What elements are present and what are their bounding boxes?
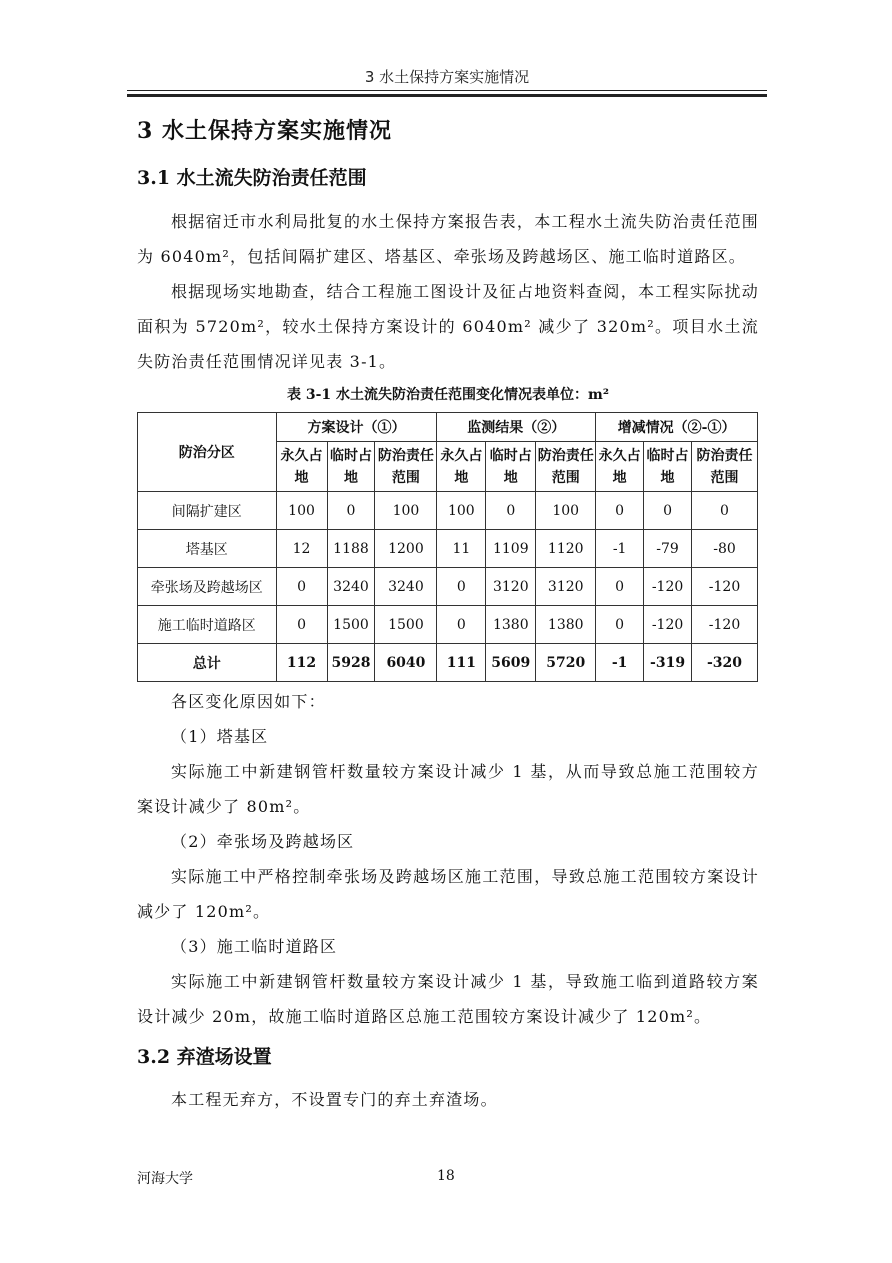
value-cell: -80 xyxy=(692,530,758,568)
value-cell: 1500 xyxy=(375,606,437,644)
value-cell: 1200 xyxy=(375,530,437,568)
value-cell: 0 xyxy=(437,606,486,644)
running-header: 3 水土保持方案实施情况 xyxy=(364,68,530,86)
total-cell: -1 xyxy=(596,644,644,682)
value-cell: 100 xyxy=(437,492,486,530)
value-cell: 3120 xyxy=(536,568,596,606)
item-text-tension-site: 实际施工中严格控制牵张场及跨越场区施工范围，导致总施工范围较方案设计减少了 120m²。 xyxy=(137,867,759,921)
total-cell: 5720 xyxy=(536,644,596,682)
value-cell: 12 xyxy=(276,530,327,568)
table-row xyxy=(138,568,758,606)
total-cell: 6040 xyxy=(375,644,437,682)
value-cell: 11 xyxy=(437,530,486,568)
header-group-monitoring: 监测结果（②） xyxy=(437,413,596,442)
subheader-permanent: 永久占地 xyxy=(276,442,327,492)
table-row xyxy=(138,606,758,644)
subheader-permanent: 永久占地 xyxy=(437,442,486,492)
header-group-design: 方案设计（①） xyxy=(276,413,437,442)
value-cell: 1380 xyxy=(536,606,596,644)
footer-school: 河海大学 xyxy=(137,1171,193,1187)
total-cell: -320 xyxy=(692,644,758,682)
paragraph-scope: 根据宿迁市水利局批复的水土保持方案报告表，本工程水土流失防治责任范围为 6040m²，包括间隔扩建区、塔基区、牵张场及跨越场区、施工临时道路区。 xyxy=(137,212,759,266)
value-cell: 0 xyxy=(327,492,375,530)
value-cell: 0 xyxy=(644,492,692,530)
table-caption: 表 3-1 水土流失防治责任范围变化情况表单位：m² xyxy=(287,387,609,403)
item-text-temp-road: 实际施工中新建钢管杆数量较方案设计减少 1 基，导致施工临到道路较方案设计减少 20m，故施工临时道路区总施工范围较方案设计减少了 120m²。 xyxy=(137,972,759,1026)
subsection-title-3-2: 3.2 弃渣场设置 xyxy=(137,1046,272,1068)
item-title-tower: （1）塔基区 xyxy=(171,727,269,746)
value-cell: -120 xyxy=(644,606,692,644)
value-cell: 0 xyxy=(692,492,758,530)
total-cell: 5928 xyxy=(327,644,375,682)
value-cell: 1109 xyxy=(486,530,536,568)
value-cell: 0 xyxy=(276,606,327,644)
value-cell: 0 xyxy=(437,568,486,606)
value-cell: -1 xyxy=(596,530,644,568)
section-title: 3 水土保持方案实施情况 xyxy=(137,118,392,144)
subheader-range: 防治责任范围 xyxy=(375,442,437,492)
total-cell: 5609 xyxy=(486,644,536,682)
value-cell: 100 xyxy=(536,492,596,530)
subheader-temporary: 临时占地 xyxy=(486,442,536,492)
total-cell: -319 xyxy=(644,644,692,682)
value-cell: 1380 xyxy=(486,606,536,644)
subsection-title-3-1: 3.1 水土流失防治责任范围 xyxy=(137,167,367,189)
value-cell: 0 xyxy=(596,606,644,644)
table-row xyxy=(138,530,758,568)
value-cell: 0 xyxy=(276,568,327,606)
value-cell: 0 xyxy=(596,492,644,530)
responsibility-range-table xyxy=(137,412,758,682)
item-title-tension-site: （2）牵张场及跨越场区 xyxy=(171,832,355,851)
value-cell: 100 xyxy=(276,492,327,530)
total-cell: 111 xyxy=(437,644,486,682)
value-cell: -120 xyxy=(692,568,758,606)
table-total-row xyxy=(138,644,758,682)
value-cell: 3120 xyxy=(486,568,536,606)
header-zone: 防治分区 xyxy=(138,413,277,492)
value-cell: 3240 xyxy=(375,568,437,606)
table-row xyxy=(138,492,758,530)
paragraph-survey: 根据现场实地勘查，结合工程施工图设计及征占地资料查阅，本工程实际扰动面积为 5720m²，较水土保持方案设计的 6040m² 减少了 320m²。项目水土流失防治责任范围情况详见表 3-1。 xyxy=(137,282,759,371)
subheader-range: 防治责任范围 xyxy=(536,442,596,492)
item-title-temp-road: （3）施工临时道路区 xyxy=(171,937,338,956)
zone-cell: 间隔扩建区 xyxy=(138,492,277,530)
value-cell: 0 xyxy=(486,492,536,530)
value-cell: 1188 xyxy=(327,530,375,568)
zone-cell: 塔基区 xyxy=(138,530,277,568)
total-cell: 112 xyxy=(276,644,327,682)
value-cell: 0 xyxy=(596,568,644,606)
subheader-range: 防治责任范围 xyxy=(692,442,758,492)
value-cell: 1120 xyxy=(536,530,596,568)
header-group-change: 增减情况（②-①） xyxy=(596,413,758,442)
subheader-temporary: 临时占地 xyxy=(327,442,375,492)
paragraph-spoil: 本工程无弃方，不设置专门的弃土弃渣场。 xyxy=(171,1090,498,1109)
value-cell: -120 xyxy=(692,606,758,644)
zone-cell: 牵张场及跨越场区 xyxy=(138,568,277,606)
total-label: 总计 xyxy=(138,644,277,682)
subheader-temporary: 临时占地 xyxy=(644,442,692,492)
value-cell: 3240 xyxy=(327,568,375,606)
value-cell: -120 xyxy=(644,568,692,606)
item-text-tower: 实际施工中新建钢管杆数量较方案设计减少 1 基，从而导致总施工范围较方案设计减少了 80m²。 xyxy=(137,762,759,816)
page-number: 18 xyxy=(437,1168,455,1184)
header-rule-thick xyxy=(127,94,767,97)
zone-cell: 施工临时道路区 xyxy=(138,606,277,644)
header-rule-thin xyxy=(127,90,767,91)
paragraph-reasons-intro: 各区变化原因如下： xyxy=(171,692,326,711)
subheader-permanent: 永久占地 xyxy=(596,442,644,492)
value-cell: 100 xyxy=(375,492,437,530)
value-cell: 1500 xyxy=(327,606,375,644)
value-cell: -79 xyxy=(644,530,692,568)
